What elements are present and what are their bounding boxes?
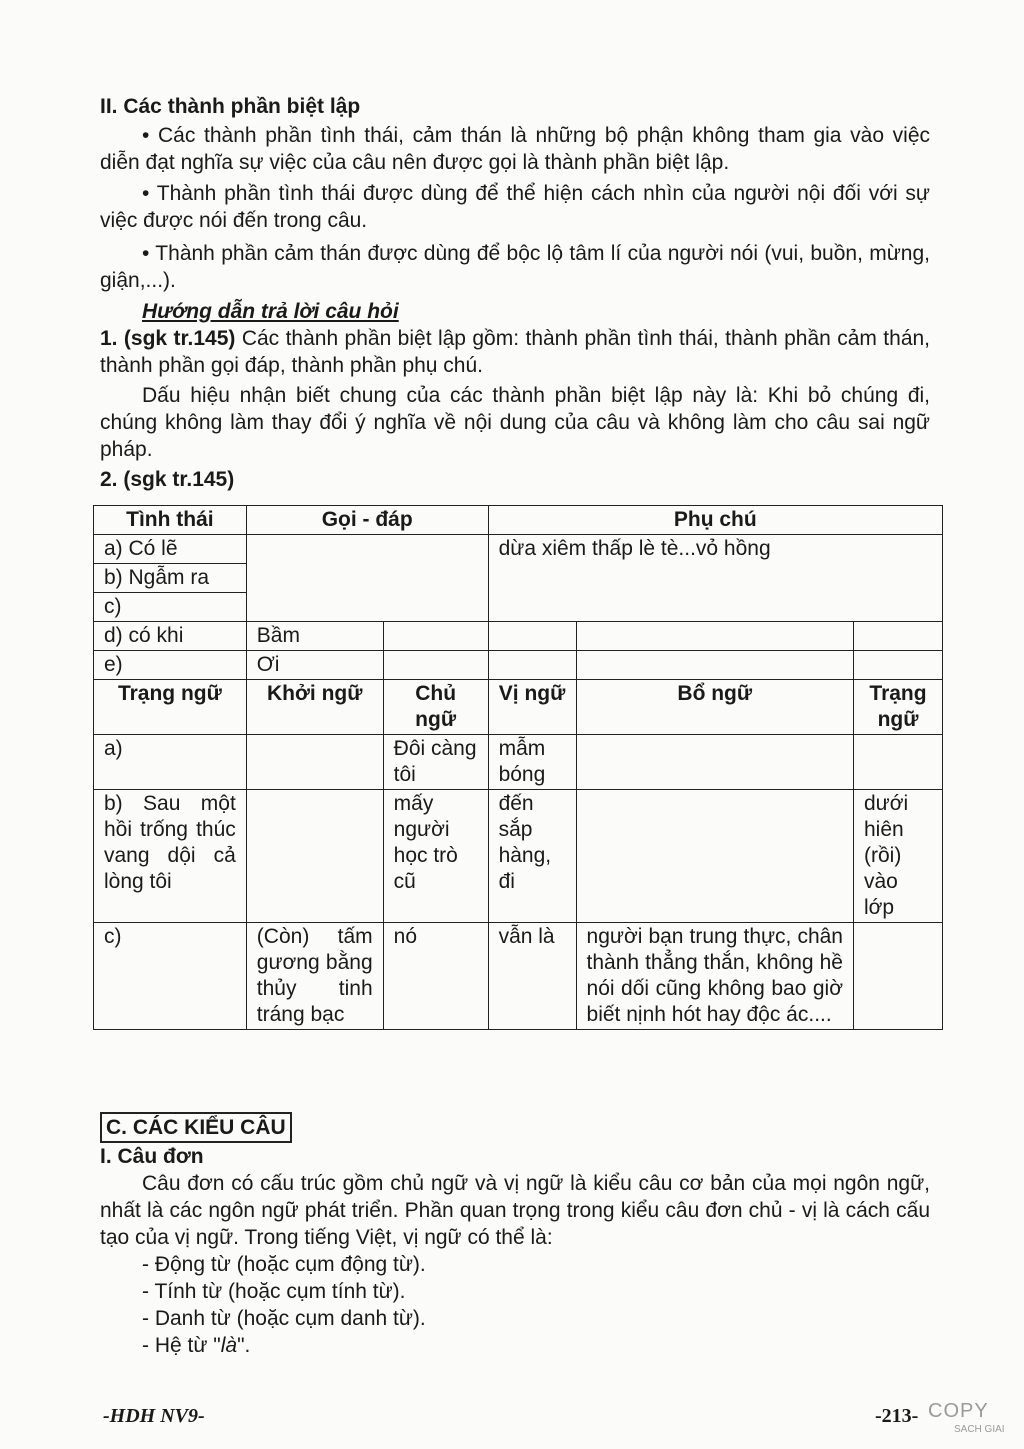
- table-cell: nó: [383, 923, 488, 1030]
- question-1: [100, 325, 930, 379]
- question-1-paragraph: Dấu hiệu nhận biết chung của các thành phần biệt lập này là: Khi bỏ chúng đi, chúng không làm thay đổi ý nghĩa về nội dung của câu và không làm cho câu sai ngữ pháp.: [100, 384, 930, 461]
- header-khoi-ngu: Khởi ngữ: [246, 680, 383, 735]
- table-cell: dưới hiên (rồi) vào lớp: [854, 790, 943, 923]
- table-cell: Đôi càng tôi: [383, 735, 488, 790]
- table-cell: vẫn là: [488, 923, 576, 1030]
- list-item: - Động từ (hoặc cụm động từ).: [142, 1253, 426, 1276]
- cell-goi-dap: Bầm: [246, 622, 383, 651]
- table-cell: mẫm bóng: [488, 735, 576, 790]
- cell-tinh-thai: d) có khi: [94, 622, 247, 651]
- answer-table: [93, 505, 943, 1030]
- footer-left: -HDH NV9-: [103, 1405, 205, 1427]
- list-item: [100, 1332, 930, 1359]
- bullet-item: • Các thành phần tình thái, cảm thán là những bộ phận không tham gia vào việc diễn đạt nghĩa sự việc của câu nên được gọi là thành phần biệt lập.: [100, 124, 930, 174]
- table-cell: b) Sau một hồi trống thúc vang dội cả lòng tôi: [94, 790, 247, 923]
- guide-heading: Hướng dẫn trả lời câu hỏi: [142, 300, 399, 323]
- table-cell: người bạn trung thực, chân thành thẳng thắn, không hề nói dối cũng không bao giờ biết nịnh hót hay độc ác....: [576, 923, 853, 1030]
- list-item: - Tính từ (hoặc cụm tính từ).: [142, 1280, 406, 1303]
- section-c-heading: C. CÁC KIỂU CÂU: [100, 1112, 292, 1143]
- watermark-subtext: SACH GIAI: [954, 1424, 1005, 1435]
- cell-goi-dap: [246, 535, 488, 622]
- cell-empty: [854, 622, 943, 651]
- list-item-text: - Hệ từ ": [142, 1334, 221, 1357]
- header-bo-ngu: Bổ ngữ: [576, 680, 853, 735]
- cell-empty: [576, 651, 853, 680]
- table-cell: đến sắp hàng, đi: [488, 790, 576, 923]
- list-item: - Danh từ (hoặc cụm danh từ).: [142, 1307, 426, 1330]
- cell-empty: [488, 622, 576, 651]
- table-cell: [246, 735, 383, 790]
- subsection-heading: I. Câu đơn: [100, 1145, 204, 1168]
- table-cell: a): [94, 735, 247, 790]
- cell-tinh-thai: c): [94, 593, 247, 622]
- paragraph: Câu đơn có cấu trúc gồm chủ ngữ và vị ngữ là kiểu câu cơ bản của mọi ngôn ngữ, nhất là các ngôn ngữ phát triển. Phần quan trọng trong kiểu câu đơn chủ - vị là cách cấu tạo của vị ngữ. Trong tiếng Việt, vị ngữ có thể là:: [100, 1172, 930, 1249]
- header-goi-dap: Gọi - đáp: [246, 506, 488, 535]
- watermark-logo: [920, 1400, 1010, 1442]
- cell-empty: [383, 651, 488, 680]
- table-cell: [854, 923, 943, 1030]
- cell-tinh-thai: b) Ngẫm ra: [94, 564, 247, 593]
- header-chu-ngu: Chủ ngữ: [383, 680, 488, 735]
- table-cell: [246, 790, 383, 923]
- table-cell: c): [94, 923, 247, 1030]
- cell-goi-dap: Ơi: [246, 651, 383, 680]
- table-cell: [576, 735, 853, 790]
- cell-phu-chu: dừa xiêm thấp lè tè...vỏ hồng: [488, 535, 942, 622]
- cell-tinh-thai: a) Có lẽ: [94, 535, 247, 564]
- table-cell: mấy người học trò cũ: [383, 790, 488, 923]
- cell-tinh-thai: e): [94, 651, 247, 680]
- section-c: [100, 1112, 930, 1359]
- list-item-italic: là: [220, 1334, 238, 1357]
- question-2-label: 2. (sgk tr.145): [100, 468, 235, 491]
- header-vi-ngu: Vị ngữ: [488, 680, 576, 735]
- question-label: 1. (sgk tr.145): [100, 327, 236, 350]
- list-item-text: ".: [237, 1334, 251, 1357]
- header-trang-ngu: Trạng ngữ: [94, 680, 247, 735]
- section-2: [100, 93, 930, 493]
- page-number: -213-: [875, 1405, 919, 1427]
- watermark-text: COPY: [928, 1400, 989, 1422]
- cell-empty: [383, 622, 488, 651]
- table-cell: [854, 735, 943, 790]
- question-text: Các thành phần biệt lập gồm: thành phần tình thái, thành phần cảm thán, thành phần gọi đáp, thành phần phụ chú.: [100, 327, 931, 377]
- bullet-item: • Thành phần tình thái được dùng để thể hiện cách nhìn của người nội đối với sự việc được nói đến trong câu.: [100, 182, 930, 232]
- bullet-item: • Thành phần cảm thán được dùng để bộc lộ tâm lí của người nói (vui, buồn, mừng, giận,...).: [100, 242, 930, 292]
- header-phu-chu: Phụ chú: [488, 506, 942, 535]
- cell-empty: [854, 651, 943, 680]
- cell-empty: [488, 651, 576, 680]
- table-cell: (Còn) tấm gương bằng thủy tinh tráng bạc: [246, 923, 383, 1030]
- header-trang-ngu-2: Trạng ngữ: [854, 680, 943, 735]
- section-heading: II. Các thành phần biệt lập: [100, 95, 361, 118]
- cell-empty: [576, 622, 853, 651]
- table-cell: [576, 790, 853, 923]
- header-tinh-thai: Tình thái: [94, 506, 247, 535]
